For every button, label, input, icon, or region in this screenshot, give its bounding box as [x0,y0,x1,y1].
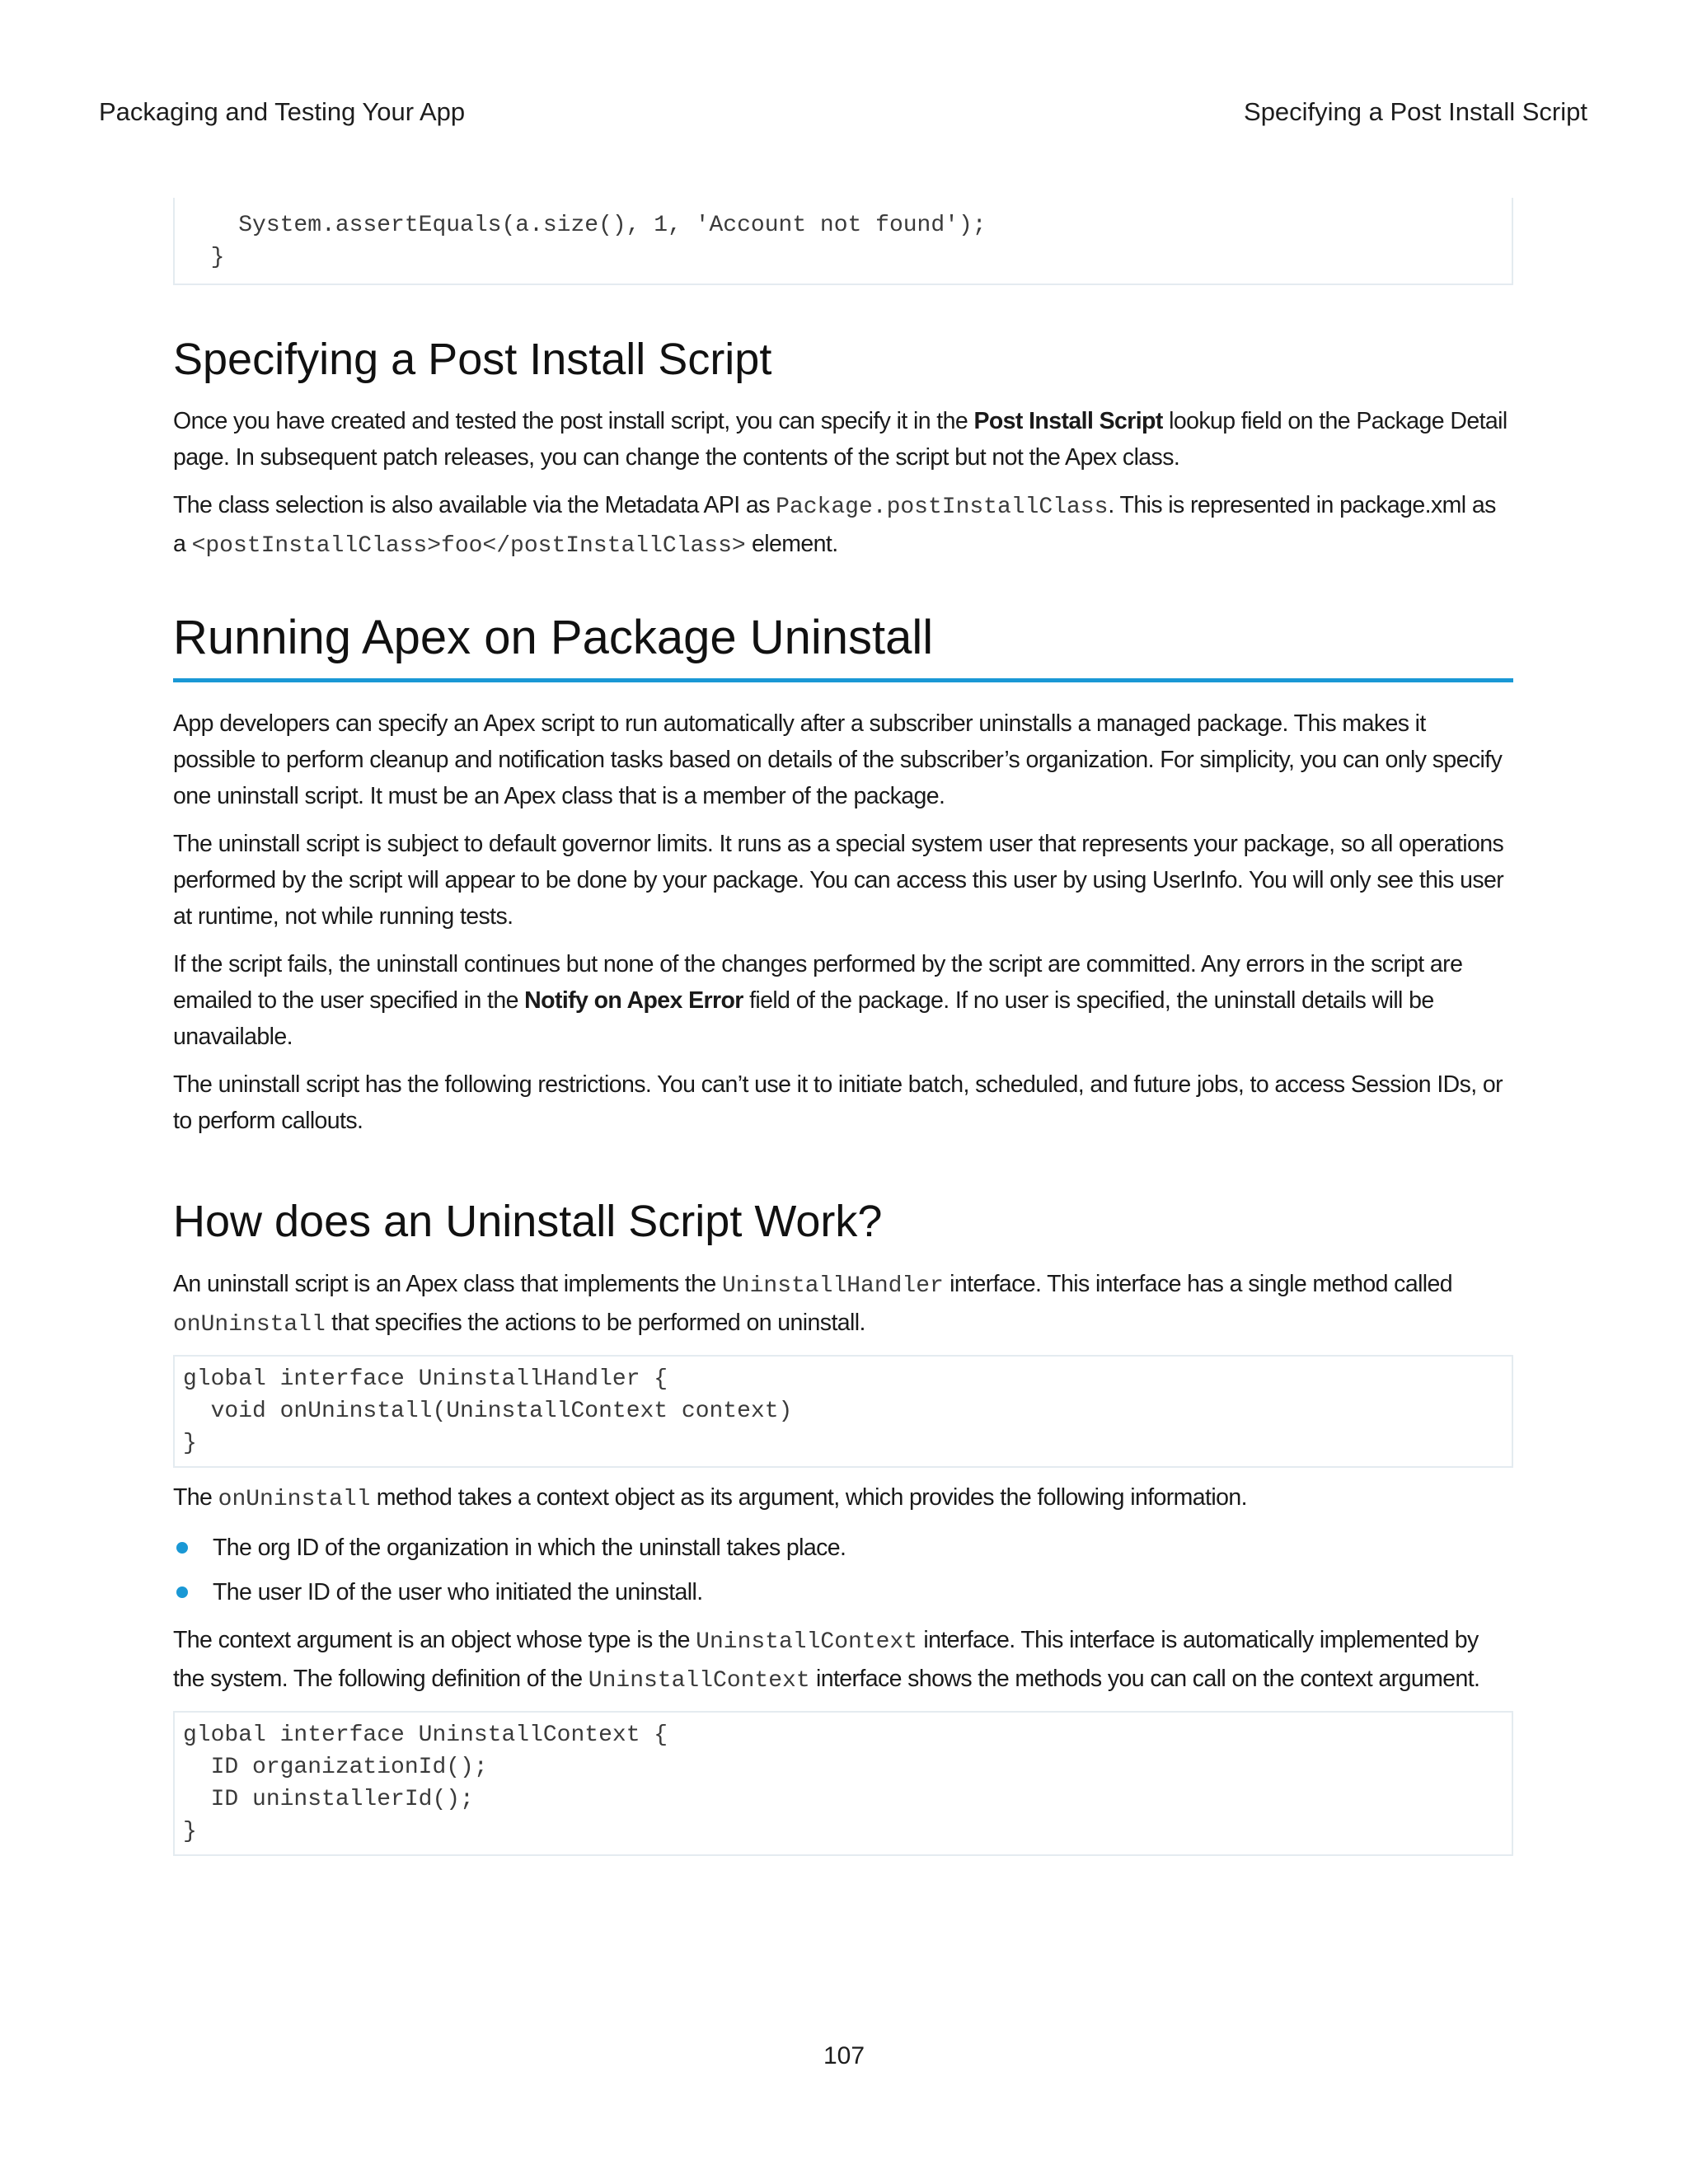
paragraph-post-install-field: Once you have created and tested the post install script, you can specify it in the Post Install Script lookup field on the Package Detail page. In subsequent patch releases, you can change the contents of the script but not the Apex class. [173,408,1507,471]
page-number: 107 [823,2042,865,2069]
code-block-uninstallcontext: global interface UninstallContext { ID organizationId(); ID uninstallerId(); } [173,1711,1513,1856]
heading-how-uninstall-script-works: How does an Uninstall Script Work? [173,1197,883,1246]
paragraph-governor-limits: The uninstall script is subject to default governor limits. It runs as a special system user that represents your package, so all operations performed by the script will appear to be done by your package. You can access this user by using UserInfo. You will only see this user at runtime, not while running tests. [173,831,1504,930]
bold-post-install-script: Post Install Script [973,408,1163,434]
list-item: The user ID of the user who initiated the uninstall. [173,1574,1513,1610]
code-onuninstall: onUninstall [173,1312,326,1338]
header-section-title: Specifying a Post Install Script [1244,97,1587,126]
bullet-dot-icon [176,1586,188,1598]
code-block-assert: System.assertEquals(a.size(), 1, 'Account not found'); } [173,198,1513,285]
heading-specifying-post-install-script: Specifying a Post Install Script [173,335,772,384]
paragraph-uninstallcontext: The context argument is an object whose type is the UninstallContext interface. This interface is automatically implemented by the system. The following definition of the UninstallContext interface shows the methods you can call on the context argument. [173,1627,1480,1694]
paragraph-metadata-api: The class selection is also available via the Metadata API as Package.postInstallClass. This is represented in package.xml as a <postInstallClass>foo</postInstallClass> element. [173,492,1496,559]
code-uninstallcontext: UninstallContext [696,1629,918,1655]
header-chapter-title: Packaging and Testing Your App [99,97,466,126]
code-onuninstall-method: onUninstall [218,1487,371,1512]
code-uninstallhandler: UninstallHandler [721,1273,944,1299]
bold-notify-on-apex-error: Notify on Apex Error [524,987,743,1014]
paragraph-uninstallhandler: An uninstall script is an Apex class that implements the UninstallHandler interface. This interface has a single method called onUninstall that specifies the actions to be performed on uninstall. [173,1271,1453,1338]
code-package-postinstallclass: Package.postInstallClass [776,494,1109,520]
page-header [99,97,1587,134]
heading-running-apex-on-uninstall: Running Apex on Package Uninstall [173,609,1513,682]
bullet-list-context-info [173,1530,1513,1610]
paragraph-onuninstall-method: The onUninstall method takes a context object as its argument, which provides the following information. [173,1484,1247,1512]
paragraph-restrictions: The uninstall script has the following restrictions. You can’t use it to initiate batch, scheduled, and future jobs, to access Session IDs, or to perform callouts. [173,1071,1503,1134]
list-item: The org ID of the organization in which the uninstall takes place. [173,1530,1513,1566]
bullet-dot-icon [176,1542,188,1554]
code-block-uninstallhandler: global interface UninstallHandler { void onUninstall(UninstallContext context) } [173,1355,1513,1468]
paragraph-uninstall-intro: App developers can specify an Apex script to run automatically after a subscriber uninstalls a managed package. This makes it possible to perform cleanup and notification tasks based on details of the subscriber’s organization. For simplicity, you can only specify one uninstall script. It must be an Apex class that is a member of the package. [173,710,1503,809]
code-postinstallclass-element: <postInstallClass>foo</postInstallClass> [191,533,746,559]
paragraph-script-fails: If the script fails, the uninstall continues but none of the changes performed by the script are committed. Any errors in the script are emailed to the user specified in the Notify on Apex Error field of the package. If no user is specified, the uninstall details will be unavailable. [173,951,1463,1050]
code-uninstallcontext-definition: UninstallContext [588,1668,810,1694]
page-content [173,191,1513,1856]
